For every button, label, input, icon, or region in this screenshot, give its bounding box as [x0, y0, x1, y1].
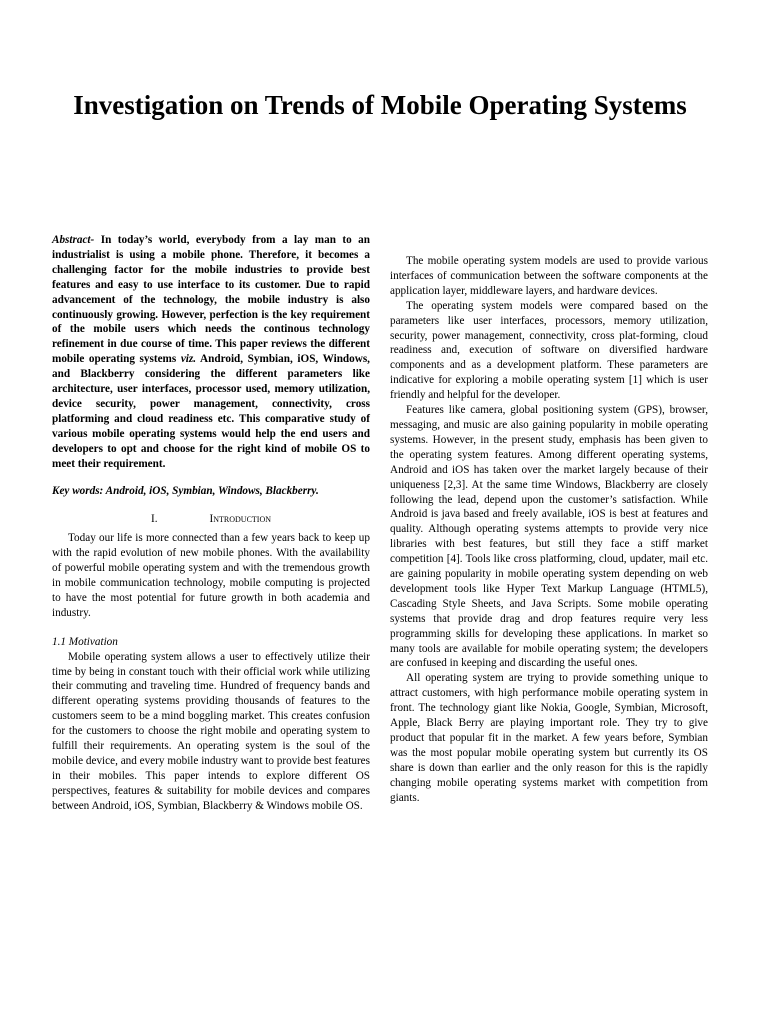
motivation-paragraph: Mobile operating system allows a user to effectively utilize their time by being in constant touch with their official work while utilizing their commuting and traveling time. Hundred of frequency bands and different operating systems providing thousands of features to the customers seem to be a mind boggling market. This creates confusion for the customers to choose the right mobile and operating system to fulfill their requirements. An operating system is the soul of the mobile device, and every mobile industry want to provide best features in their mobiles. This paper intends to explore different OS perspectives, features & suitability for mobile devices and compares between Android, iOS, Symbian, Blackberry & Windows mobile OS.: [52, 650, 370, 812]
right-column: [390, 254, 708, 806]
abstract-label: Abstract-: [52, 234, 95, 246]
right-paragraph-1: The mobile operating system models are used to provide various interfaces of communication between the software components at the application layer, middleware layers, and hardware devices.: [390, 255, 708, 297]
paper-title: Investigation on Trends of Mobile Operating Systems: [73, 90, 687, 120]
left-column: [52, 233, 370, 814]
abstract-viz: viz.: [180, 353, 197, 366]
right-paragraph-3: Features like camera, global positioning system (GPS), browser, messaging, and music are also gaining popularity in mobile operating systems. However, in the present study, emphasis has been given to the operating system features. Among different operating systems, Android and iOS has taken over the market largely because of their uniqueness [2,3]. At the same time Windows, Blackberry are closely following the lead, depend upon the customer’s satisfaction. While Android is java based and freely available, iOS is best at features and quality. Although operating systems attempts to provide very nice libraries with best features, but still they face a stiff market competition [4]. Tools like cross platforming, cloud, updater, mail etc. are gaining popularity in mobile operating system depending on web development tools like Hyper Text Markup Language (HTML5), Cascading Style Sheets, and Java Scripts. Some mobile operating systems that provide drag and drop features require very less programming skills for developing these applications. In market so many tools are available for mobile operating system; the developers are confused in keeping and discarding the useful ones.: [390, 404, 708, 670]
keywords: Key words: Android, iOS, Symbian, Windows, Blackberry.: [52, 484, 319, 497]
right-paragraph-2: The operating system models were compared based on the parameters like user interfaces, processors, memory utilization, security, power management, connectivity, cross plat-forming, cloud readiness and, execution of software on diversified hardware components and as a development platform. These parameters are indicative for exploring a mobile operating system [1] which is user friendly and helpful for the developer.: [390, 299, 708, 402]
subsection-heading-motivation: 1.1 Motivation: [52, 635, 118, 648]
section-heading-introduction: [52, 512, 370, 527]
section-title: Introduction: [209, 513, 272, 526]
right-paragraph-4: All operating system are trying to provide something unique to attract customers, with high performance mobile operating system in front. The technology giant like Nokia, Google, Symbian, Microsoft, Apple, Black Berry are playing important role. They try to give product that popular fit in the market. A few years before, Symbian was the most popular mobile operating system but currently its OS share is down than earlier and the only reason for this is the rapidly changing mobile operating systems market with competition from giants.: [390, 672, 708, 804]
abstract-text-1: In today’s world, everybody from a lay man to an industrialist is using a mobile phone. Therefore, it becomes a challenging factor for the mobile industries to provide best features and easy to use interface to its customer. Due to rapid advancement of the technology, the mobile industry is also continuously growing. However, perfection is the key requirement of the mobile users which needs the continous technology refinement in due course of time. This paper reviews the different mobile operating systems: [52, 234, 370, 366]
introduction-paragraph: Today our life is more connected than a few years back to keep up with the rapid evolution of new mobile phones. With the availability of powerful mobile operating system and with the tremendous growth in mobile communication technology, mobile computing is projected to have the most potential for future growth in both academia and industry.: [52, 532, 370, 619]
section-number: I.: [150, 513, 158, 526]
abstract: [52, 233, 370, 472]
abstract-text-2: Android, Symbian, iOS, Windows, and Blackberry considering the different parameters like architecture, user interfaces, processor used, memory utilization, device security, power management, connectivity, cross platforming and cloud readiness etc. This comparative study of various mobile operating systems would help the end users and developers to opt and choose for the right kind of mobile OS to meet their requirement.: [52, 353, 370, 470]
